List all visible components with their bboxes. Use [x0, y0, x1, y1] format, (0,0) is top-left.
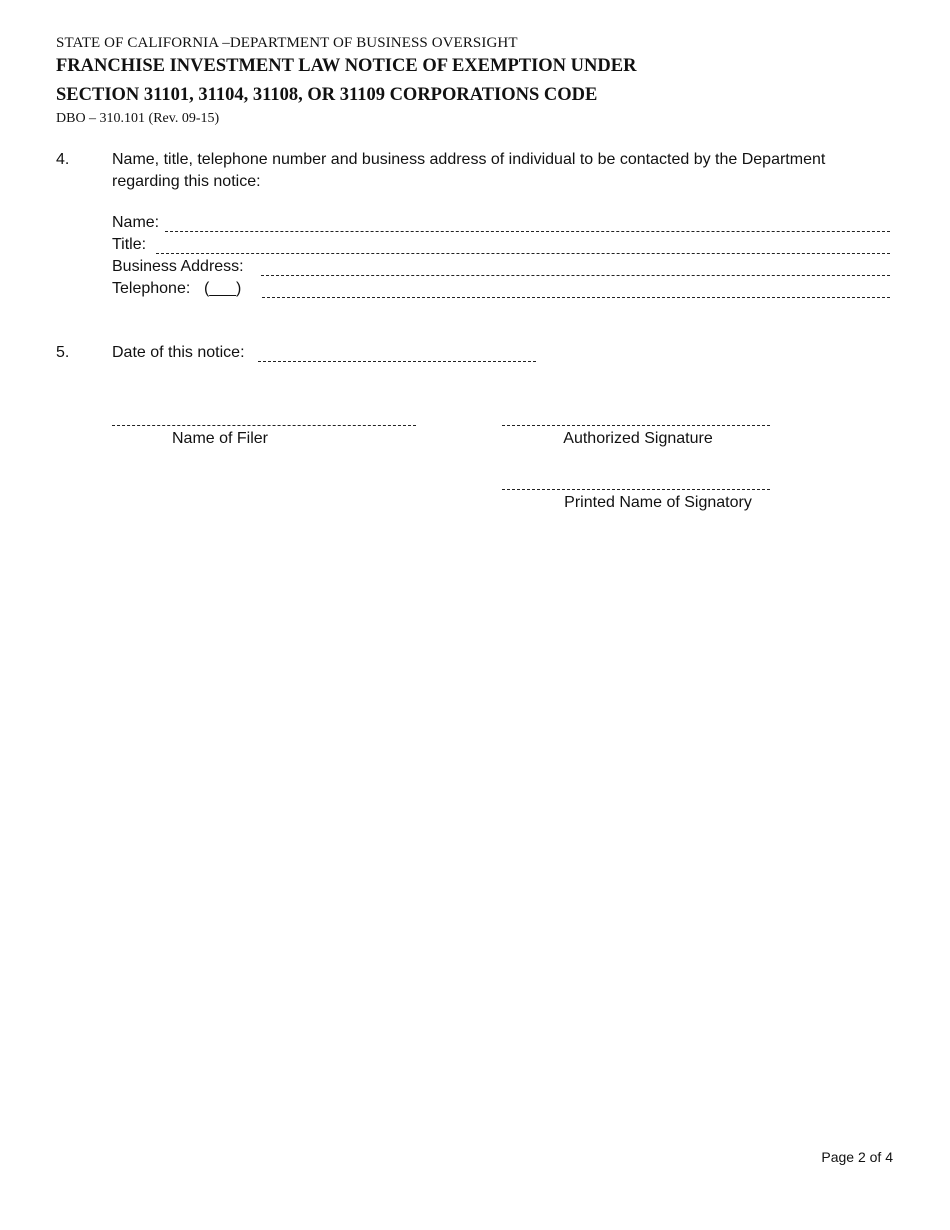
telephone-field[interactable] — [112, 280, 890, 302]
form-title-line1: FRANCHISE INVESTMENT LAW NOTICE OF EXEMPTION UNDER — [56, 56, 637, 76]
title-label: Title: — [112, 236, 147, 253]
name-label: Name: — [112, 214, 160, 231]
agency-name: STATE OF CALIFORNIA –DEPARTMENT OF BUSINESS OVERSIGHT — [56, 35, 518, 51]
item4-text-line2: regarding this notice: — [112, 173, 261, 190]
telephone-blank-line[interactable] — [262, 297, 890, 298]
title-field[interactable] — [112, 236, 890, 258]
filer-name-label: Name of Filer — [171, 430, 269, 447]
item4-number: 4. — [56, 151, 70, 168]
date-blank-line[interactable] — [258, 361, 536, 362]
printed-name-label: Printed Name of Signatory — [564, 494, 752, 511]
printed-name-line[interactable] — [502, 489, 770, 490]
title-blank-line[interactable] — [156, 253, 890, 254]
business-address-blank-line[interactable] — [261, 275, 890, 276]
telephone-label: Telephone: — [112, 280, 191, 297]
business-address-label: Business Address: — [112, 258, 244, 275]
business-address-field[interactable] — [112, 258, 890, 280]
form-number: DBO – 310.101 (Rev. 09-15) — [56, 111, 220, 126]
filer-name-line[interactable] — [112, 425, 416, 426]
form-title-line2: SECTION 31101, 31104, 31108, OR 31109 CORPORATIONS CODE — [56, 85, 598, 105]
name-field[interactable] — [112, 214, 890, 236]
authorized-signature-label: Authorized Signature — [563, 430, 713, 447]
page-number: Page 2 of 4 — [821, 1149, 893, 1165]
authorized-signature-line[interactable] — [502, 425, 770, 426]
name-blank-line[interactable] — [165, 231, 890, 232]
item4-text-line1: Name, title, telephone number and business address of individual to be contacted by the Department — [112, 151, 826, 168]
date-field[interactable] — [112, 344, 536, 366]
date-label: Date of this notice: — [112, 344, 245, 361]
item5-number: 5. — [56, 344, 70, 361]
telephone-area-code[interactable]: (___) — [204, 280, 242, 297]
